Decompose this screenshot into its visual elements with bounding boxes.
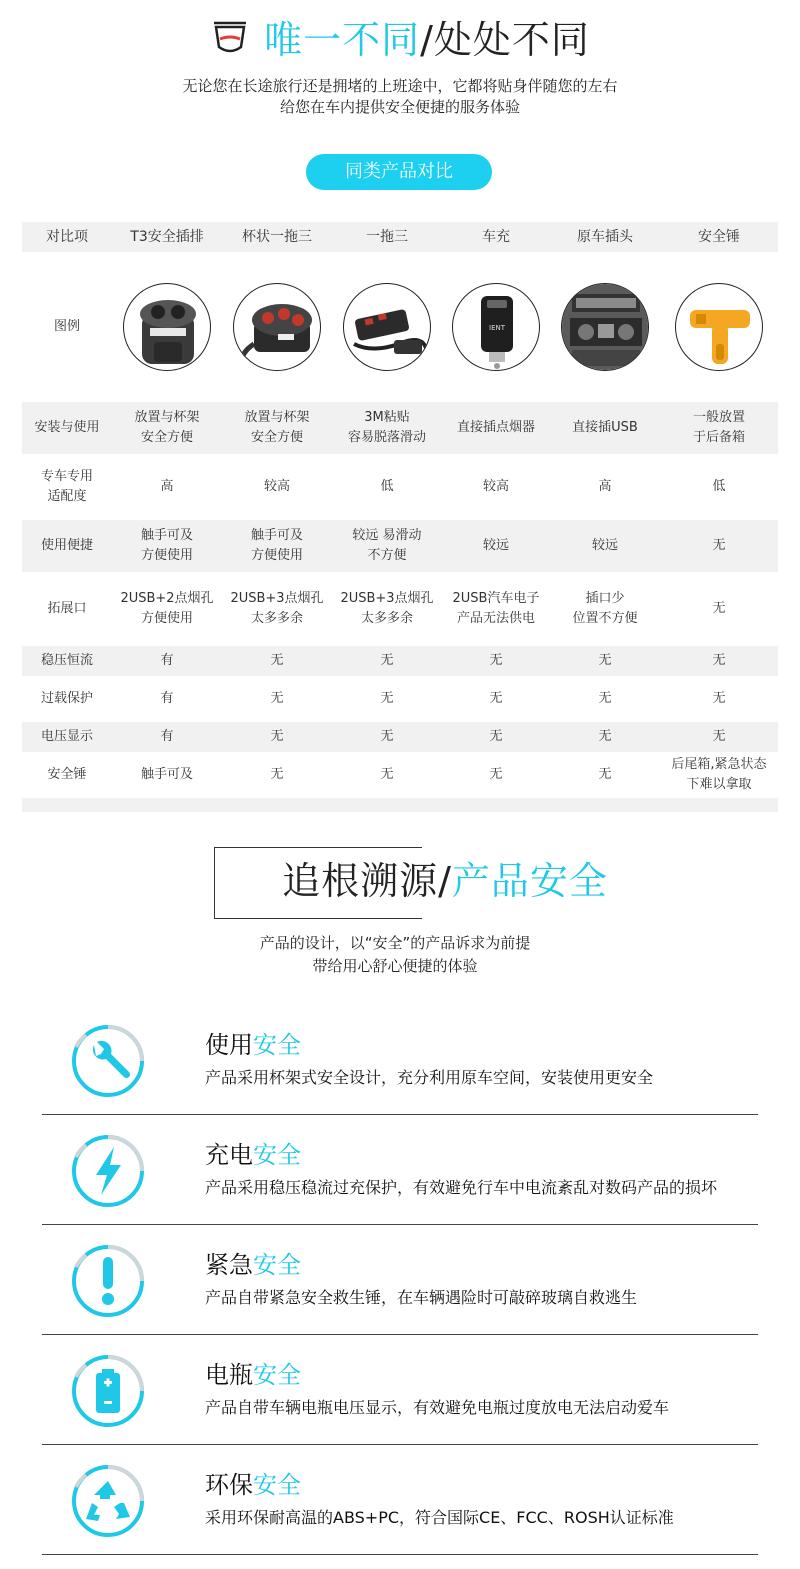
table-row <box>22 402 778 454</box>
cell-line: 触手可及 <box>250 528 303 543</box>
wrench-icon <box>70 1023 146 1099</box>
feature-title-main: 电瓶 <box>205 1361 253 1389</box>
table-cell <box>332 454 442 520</box>
cell-line: 拓展口 <box>47 601 87 616</box>
table-end-cell <box>660 798 778 812</box>
t3-socket-product-image <box>123 283 211 371</box>
cell-line: 无 <box>380 729 394 744</box>
table-cell <box>442 646 550 676</box>
table-cell <box>550 646 660 676</box>
cell-line: 不方便 <box>367 548 407 563</box>
table-cell <box>442 402 550 454</box>
cell-line: 稳压恒流 <box>40 653 93 668</box>
table-header-cell: 对比项 <box>22 222 112 252</box>
table-cell <box>332 572 442 646</box>
table-row-label <box>22 572 112 646</box>
table-cell <box>660 676 778 722</box>
table-cell <box>332 722 442 752</box>
cell-line: 插口少 <box>585 591 625 606</box>
cell-line: 无 <box>380 691 394 706</box>
subtitle-line: 给您在车内提供安全便捷的服务体验 <box>279 98 520 116</box>
feature-title-main: 紧急 <box>205 1251 253 1279</box>
table-cell <box>660 646 778 676</box>
table-cell <box>332 646 442 676</box>
cell-line: 较高 <box>482 479 509 494</box>
table-cell <box>660 752 778 798</box>
section-title <box>0 852 800 910</box>
table-image-cell <box>112 252 222 402</box>
feature-title <box>205 1139 301 1171</box>
feature-title <box>205 1029 301 1061</box>
table-cell <box>442 752 550 798</box>
section-subtitle-line: 带给用心舒心便捷的体验 <box>312 957 478 975</box>
table-cell <box>222 722 332 752</box>
cell-line: 下难以拿取 <box>686 777 752 792</box>
table-image-row <box>22 252 778 402</box>
table-row-label <box>22 454 112 520</box>
cup-holder-logo-icon <box>210 17 250 57</box>
cell-line: 无 <box>489 653 503 668</box>
table-header-cell: 杯状一拖三 <box>222 222 332 252</box>
feature-item <box>42 1335 758 1445</box>
cell-line: 无 <box>598 691 612 706</box>
table-row-label <box>22 520 112 572</box>
table-row-label <box>22 722 112 752</box>
cell-line: 2USB+3点烟孔 <box>230 591 324 606</box>
cell-line: 较远 易滑动 <box>352 528 422 543</box>
table-row <box>22 752 778 798</box>
cell-line: 位置不方便 <box>572 611 638 626</box>
table-cell <box>222 402 332 454</box>
cell-line: 放置与杯架 <box>134 410 200 425</box>
exclamation-icon <box>70 1243 146 1319</box>
feature-title <box>205 1249 301 1281</box>
table-cell <box>442 454 550 520</box>
cell-line: 方便使用 <box>140 611 193 626</box>
cell-line: 无 <box>712 729 726 744</box>
feature-title <box>205 1469 301 1501</box>
feature-title-highlight: 安全 <box>253 1141 301 1169</box>
feature-title-highlight: 安全 <box>253 1251 301 1279</box>
table-image-cell <box>660 252 778 402</box>
table-cell <box>112 572 222 646</box>
cell-line: 安全方便 <box>250 430 303 445</box>
table-row <box>22 646 778 676</box>
cell-line: 放置与杯架 <box>244 410 310 425</box>
cell-line: 无 <box>598 653 612 668</box>
table-end-cell <box>442 798 550 812</box>
cell-line: 容易脱落滑动 <box>347 430 426 445</box>
table-end-cell <box>112 798 222 812</box>
cell-line: 安全锤 <box>47 767 87 782</box>
feature-item <box>42 1115 758 1225</box>
cell-line: 后尾箱,紧急状态 <box>671 757 767 772</box>
table-row <box>22 722 778 752</box>
feature-description: 产品自带紧急安全救生锤，在车辆遇险时可敲碎玻璃自救逃生 <box>205 1288 638 1307</box>
table-cell <box>112 402 222 454</box>
table-row-label <box>22 646 112 676</box>
table-row-label <box>22 676 112 722</box>
cell-line: 触手可及 <box>140 767 193 782</box>
section-title-main: 追根溯源/ <box>282 859 452 903</box>
cell-line: 有 <box>160 653 174 668</box>
table-row <box>22 572 778 646</box>
table-header-cell: 安全锤 <box>660 222 778 252</box>
table-cell <box>442 520 550 572</box>
table-cell <box>550 752 660 798</box>
car-dashboard-image <box>561 283 649 371</box>
section-subtitle-line: 产品的设计，以“安全”的产品诉求为前提 <box>259 934 531 952</box>
cell-line: 无 <box>270 653 284 668</box>
cell-line: 无 <box>598 767 612 782</box>
table-cell <box>550 572 660 646</box>
table-cell <box>660 722 778 752</box>
section-title-highlight: 产品安全 <box>451 859 608 903</box>
title-highlight: 唯一不同 <box>264 18 421 62</box>
feature-description: 产品采用稳压稳流过充保护，有效避免行车中电流紊乱对数码产品的损坏 <box>205 1178 718 1197</box>
table-cell <box>222 520 332 572</box>
cell-line: 较远 <box>482 538 509 553</box>
table-cell <box>442 676 550 722</box>
table-cell <box>550 722 660 752</box>
cell-line: 有 <box>160 691 174 706</box>
table-cell <box>550 520 660 572</box>
table-cell <box>222 572 332 646</box>
feature-description: 产品自带车辆电瓶电压显示，有效避免电瓶过度放电无法启动爱车 <box>205 1398 670 1417</box>
table-cell <box>442 572 550 646</box>
table-end-cell <box>332 798 442 812</box>
cup-splitter-product-image <box>233 283 321 371</box>
table-row <box>22 676 778 722</box>
table-row <box>22 520 778 572</box>
comparison-table <box>22 222 778 812</box>
cell-line: 电压显示 <box>40 729 93 744</box>
subtitle-line: 无论您在长途旅行还是拥堵的上班途中，它都将贴身伴随您的左右 <box>182 77 618 95</box>
cell-line: 产品无法供电 <box>456 611 535 626</box>
cell-line: 使用便捷 <box>40 538 93 553</box>
cell-line: 无 <box>270 729 284 744</box>
feature-description: 产品采用杯架式安全设计，充分利用原车空间，安装使用更安全 <box>205 1068 654 1087</box>
lightning-icon <box>70 1133 146 1209</box>
svg-text:IENT: IENT <box>489 324 505 332</box>
cell-line: 安全方便 <box>140 430 193 445</box>
table-row-label: 图例 <box>53 319 80 334</box>
cell-line: 无 <box>270 691 284 706</box>
battery-icon <box>70 1353 146 1429</box>
cell-line: 太多多余 <box>360 611 413 626</box>
cell-line: 无 <box>489 729 503 744</box>
table-cell <box>222 454 332 520</box>
cell-line: 3M粘贴 <box>364 410 410 425</box>
table-cell <box>112 722 222 752</box>
cell-line: 专车专用 <box>40 469 93 484</box>
table-row <box>22 454 778 520</box>
cell-line: 太多多余 <box>250 611 303 626</box>
table-cell <box>222 646 332 676</box>
feature-title-main: 使用 <box>205 1031 253 1059</box>
table-cell <box>550 676 660 722</box>
cell-line: 适配度 <box>47 489 87 504</box>
table-end-cell <box>222 798 332 812</box>
table-cell <box>112 646 222 676</box>
cell-line: 无 <box>270 767 284 782</box>
table-row-label <box>22 402 112 454</box>
table-cell <box>222 752 332 798</box>
cell-line: 无 <box>380 767 394 782</box>
cell-line: 无 <box>489 691 503 706</box>
cell-line: 方便使用 <box>250 548 303 563</box>
table-cell <box>660 572 778 646</box>
table-row-label <box>22 752 112 798</box>
page-title <box>0 16 800 64</box>
table-header-cell: 一拖三 <box>332 222 442 252</box>
table-header-cell: 车充 <box>442 222 550 252</box>
cell-line: 安装与使用 <box>34 420 100 435</box>
cell-line: 有 <box>160 729 174 744</box>
cell-line: 2USB汽车电子 <box>452 591 540 606</box>
cell-line: 直接插点烟器 <box>456 420 535 435</box>
cell-line: 直接插USB <box>572 420 638 435</box>
feature-title-highlight: 安全 <box>253 1031 301 1059</box>
cell-line: 于后备箱 <box>692 430 745 445</box>
section-subtitle <box>0 932 800 978</box>
cell-line: 较远 <box>591 538 618 553</box>
table-cell <box>660 402 778 454</box>
cell-line: 无 <box>712 691 726 706</box>
cell-line: 无 <box>712 601 726 616</box>
table-cell <box>442 722 550 752</box>
cell-line: 一般放置 <box>692 410 745 425</box>
page-header <box>0 0 800 130</box>
table-cell <box>332 520 442 572</box>
table-cell <box>222 676 332 722</box>
comparison-badge: 同类产品对比 <box>306 154 492 190</box>
table-cell <box>332 402 442 454</box>
cell-line: 无 <box>598 729 612 744</box>
table-end-cell <box>550 798 660 812</box>
feature-title-main: 充电 <box>205 1141 253 1169</box>
table-cell <box>550 454 660 520</box>
cell-line: 方便使用 <box>140 548 193 563</box>
table-cell <box>332 676 442 722</box>
one-to-three-product-image <box>343 283 431 371</box>
recycle-icon <box>70 1463 146 1539</box>
feature-title-main: 环保 <box>205 1471 253 1499</box>
feature-title <box>205 1359 301 1391</box>
table-image-cell <box>332 252 442 402</box>
table-cell <box>112 676 222 722</box>
table-cell <box>112 454 222 520</box>
table-header-row <box>22 222 778 252</box>
feature-title-highlight: 安全 <box>253 1361 301 1389</box>
table-header-cell: 原车插头 <box>550 222 660 252</box>
cell-line: 较高 <box>263 479 290 494</box>
table-end-bar <box>22 798 778 812</box>
feature-title-highlight: 安全 <box>253 1471 301 1499</box>
table-cell <box>660 454 778 520</box>
table-cell <box>112 752 222 798</box>
cell-line: 无 <box>712 538 726 553</box>
header-subtitle <box>0 76 800 118</box>
cell-line: 低 <box>712 479 726 494</box>
feature-item <box>42 1225 758 1335</box>
table-image-cell <box>442 252 550 402</box>
cell-line: 低 <box>380 479 394 494</box>
cell-line: 2USB+2点烟孔 <box>120 591 214 606</box>
table-cell <box>660 520 778 572</box>
table-image-cell <box>550 252 660 402</box>
feature-description: 采用环保耐高温的ABS+PC，符合国际CE、FCC、ROSH认证标准 <box>205 1508 674 1527</box>
cell-line: 触手可及 <box>140 528 193 543</box>
safety-hammer-product-image <box>675 283 763 371</box>
table-cell <box>112 520 222 572</box>
feature-item <box>42 1445 758 1555</box>
table-cell <box>332 752 442 798</box>
cell-line: 无 <box>489 767 503 782</box>
cell-line: 高 <box>160 479 174 494</box>
table-header-cell: T3安全插排 <box>112 222 222 252</box>
car-charger-product-image <box>452 283 540 371</box>
cell-line: 过载保护 <box>40 691 93 706</box>
table-end-cell <box>22 798 112 812</box>
cell-line: 无 <box>712 653 726 668</box>
table-cell <box>550 402 660 454</box>
cell-line: 无 <box>380 653 394 668</box>
cell-line: 高 <box>598 479 612 494</box>
title-rest: /处处不同 <box>420 18 590 62</box>
table-image-cell <box>222 252 332 402</box>
cell-line: 2USB+3点烟孔 <box>340 591 434 606</box>
feature-item <box>42 1005 758 1115</box>
